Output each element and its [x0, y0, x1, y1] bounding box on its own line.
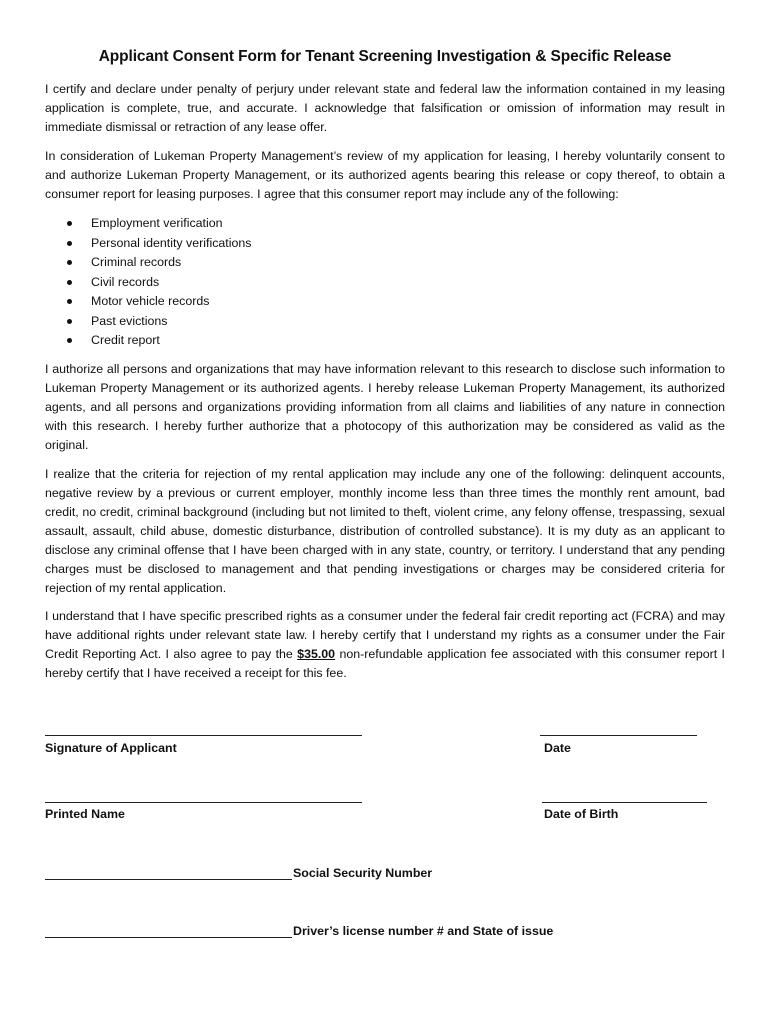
- application-fee-amount: $35.00: [297, 647, 336, 661]
- ssn-line[interactable]: [45, 879, 292, 880]
- signature-line[interactable]: [45, 735, 362, 736]
- ssn-label: Social Security Number: [293, 866, 433, 880]
- printed-name-label: Printed Name: [45, 807, 125, 821]
- authorization-paragraph: I authorize all persons and organizations that may have information relevant to this research to disclose such information to Lukeman Property Management or its authorized agents. I hereby release Lukeman Property Management, its authorized agents, and all persons and organizations providing information from all claims and liabilities of any nature in connection with this research. I hereby further authorize that a photocopy of this authorization may be considered as valid as the original.: [45, 362, 725, 452]
- printed-name-line[interactable]: [45, 802, 362, 803]
- form-title: Applicant Consent Form for Tenant Screening Investigation & Specific Release: [98, 48, 672, 65]
- list-item: Personal identity verifications: [66, 234, 251, 254]
- list-item: Employment verification: [66, 214, 251, 234]
- list-item: Past evictions: [66, 312, 251, 332]
- drivers-license-line[interactable]: [45, 937, 292, 938]
- signature-label: Signature of Applicant: [45, 741, 177, 755]
- list-item: Criminal records: [66, 253, 251, 273]
- date-of-birth-label: Date of Birth: [544, 807, 619, 821]
- consumer-rights-text-end: non-refundable application fee associated with this consumer report I hereby certify that I have received a receipt for this fee.: [45, 647, 725, 680]
- date-line[interactable]: [540, 735, 697, 736]
- date-label: Date: [544, 741, 571, 755]
- list-item: Motor vehicle records: [66, 292, 251, 312]
- consumer-report-items-list: [66, 214, 251, 351]
- consideration-paragraph: In consideration of Lukeman Property Management’s review of my application for leasing, I hereby voluntarily consent to and authorize Lukeman Property Management, or its authorized agents bearing this release or copy thereof, to obtain a consumer report for leasing purposes. I agree that this consumer report may include any of the following:: [45, 149, 725, 201]
- drivers-license-label: Driver’s license number # and State of issue: [293, 924, 554, 938]
- consumer-rights-paragraph: [45, 607, 725, 683]
- date-of-birth-line[interactable]: [542, 802, 707, 803]
- consumer-rights-text-start: I understand that I have specific prescribed rights as a consumer under the federal fair credit reporting act (FCRA) and may have additional rights under relevant state law. I hereby certify that I understand my rights as a consumer under the Fair Credit Reporting Act. I also agree to pay the: [45, 609, 725, 661]
- rejection-criteria-paragraph: I realize that the criteria for rejection of my rental application may include any one of the following: delinquent accounts, negative review by a previous or current employer, monthly income less than three times the monthly rent amount, bad credit, no credit, criminal background (including but not limited to theft, violent crime, any felony offense, trespassing, sexual assault, assault, child abuse, domestic disturbance, distribution of controlled substance). It is my duty as an applicant to disclose any criminal offense that I have been charged with in any state, country, or territory. I understand that any pending charges must be disclosed to management and that pending investigations or charges may be considered criteria for rejection of my rental application.: [45, 467, 725, 595]
- list-item: Credit report: [66, 331, 251, 351]
- list-item: Civil records: [66, 273, 251, 293]
- certification-paragraph: I certify and declare under penalty of perjury under relevant state and federal law the information contained in my leasing application is complete, true, and accurate. I acknowledge that falsification or omission of information may result in immediate dismissal or retraction of any lease offer.: [45, 82, 725, 134]
